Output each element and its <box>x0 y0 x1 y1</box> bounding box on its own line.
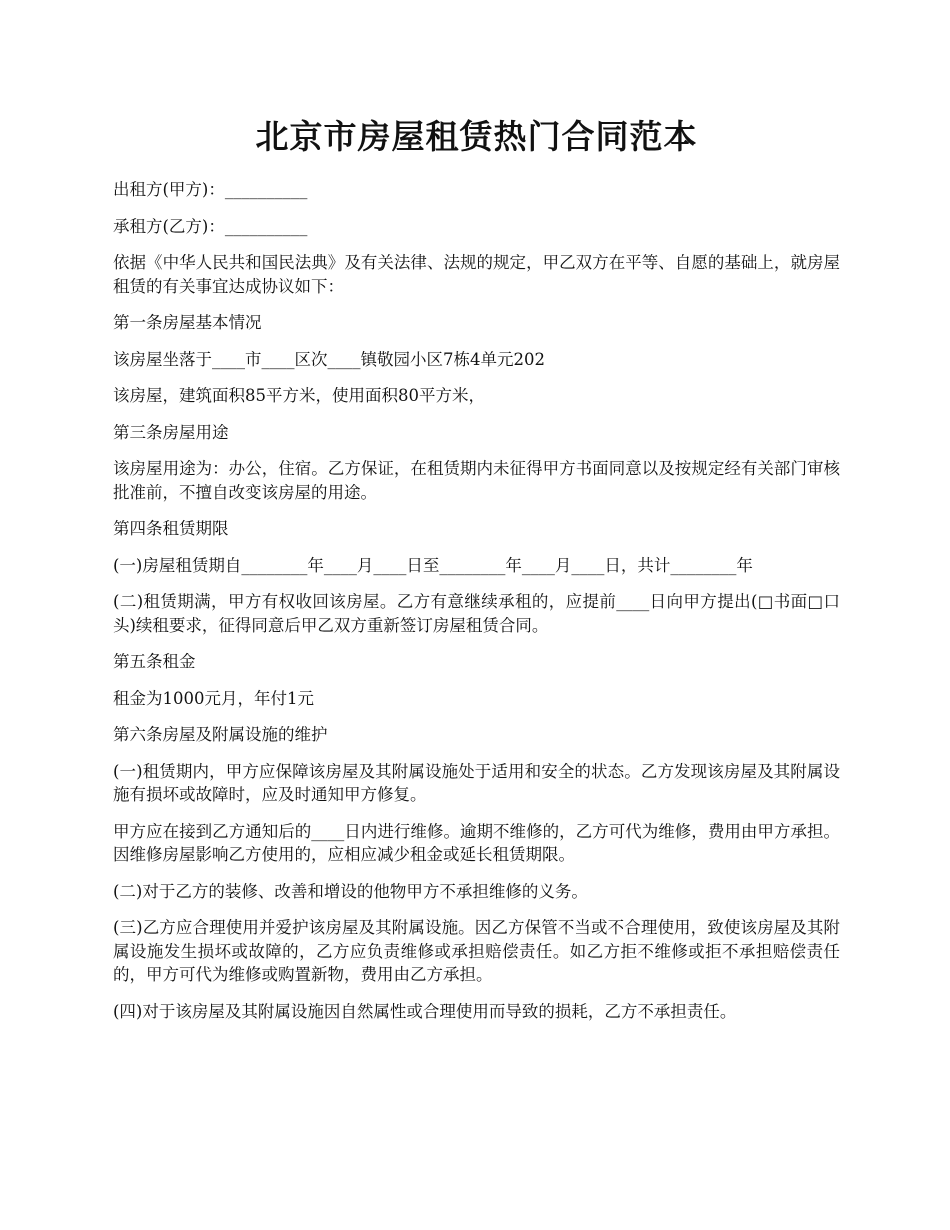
document-body <box>113 178 840 1036</box>
document-title: 北京市房屋租赁热门合同范本 <box>255 117 698 156</box>
maintenance-clause-2: (二)对于乙方的装修、改善和增设的他物甲方不承担维修的义务。 <box>113 881 588 901</box>
maintenance-clause-1: (一)租赁期内，甲方应保障该房屋及其附属设施处于适用和安全的状态。乙方发现该房屋及其附属设施有损坏或故障时，应及时通知甲方修复。 <box>113 761 840 804</box>
article-6-heading: 第六条房屋及附属设施的维护 <box>113 725 328 744</box>
maintenance-clause-repair-deadline: 甲方应在接到乙方通知后的____日内进行维修。逾期不维修的，乙方可代为维修，费用由甲方承担。因维修房屋影响乙方使用的，应相应减少租金或延长租赁期限。 <box>113 821 840 864</box>
property-location-paragraph: 该房屋坐落于____市____区次____镇敬园小区7栋4单元202 <box>113 349 545 369</box>
article-4-heading: 第四条租赁期限 <box>113 519 229 538</box>
article-5-heading: 第五条租金 <box>113 652 196 671</box>
property-use-paragraph: 该房屋用途为：办公，住宿。乙方保证，在租赁期内未征得甲方书面同意以及按规定经有关部门审核批准前，不擅自改变该房屋的用途。 <box>113 459 840 502</box>
article-3-heading: 第三条房屋用途 <box>113 422 229 442</box>
article-1-heading: 第一条房屋基本情况 <box>113 313 262 332</box>
maintenance-clause-4: (四)对于该房屋及其附属设施因自然属性或合理使用而导致的损耗，乙方不承担责任。 <box>113 1001 737 1021</box>
lessee-line: 承租方(乙方)：__________ <box>113 216 308 236</box>
preamble-paragraph: 依据《中华人民共和国民法典》及有关法律、法规的规定，甲乙双方在平等、自愿的基础上，就房屋租赁的有关事宜达成协议如下： <box>113 253 840 296</box>
property-area-paragraph: 该房屋，建筑面积85平方米，使用面积80平方米， <box>113 386 485 405</box>
lease-renewal-paragraph: (二)租赁期满，甲方有权收回该房屋。乙方有意继续承租的，应提前____日向甲方提出(□书面□口头)续租要求，征得同意后甲乙双方重新签订房屋租赁合同。 <box>113 592 840 635</box>
maintenance-clause-3: (三)乙方应合理使用并爱护该房屋及其附属设施。因乙方保管不当或不合理使用，致使该房屋及其附属设施发生损坏或故障的，乙方应负责维修或承担赔偿责任。如乙方拒不维修或拒不承担赔偿责任的，甲方可代为维修或购置新物，费用由乙方承担。 <box>113 918 840 984</box>
lessor-line: 出租方(甲方)：__________ <box>113 180 308 199</box>
rent-paragraph: 租金为1000元月，年付1元 <box>113 688 314 708</box>
lease-term-paragraph: (一)房屋租赁期自________年____月____日至________年____月____日，共计________年 <box>113 555 753 575</box>
